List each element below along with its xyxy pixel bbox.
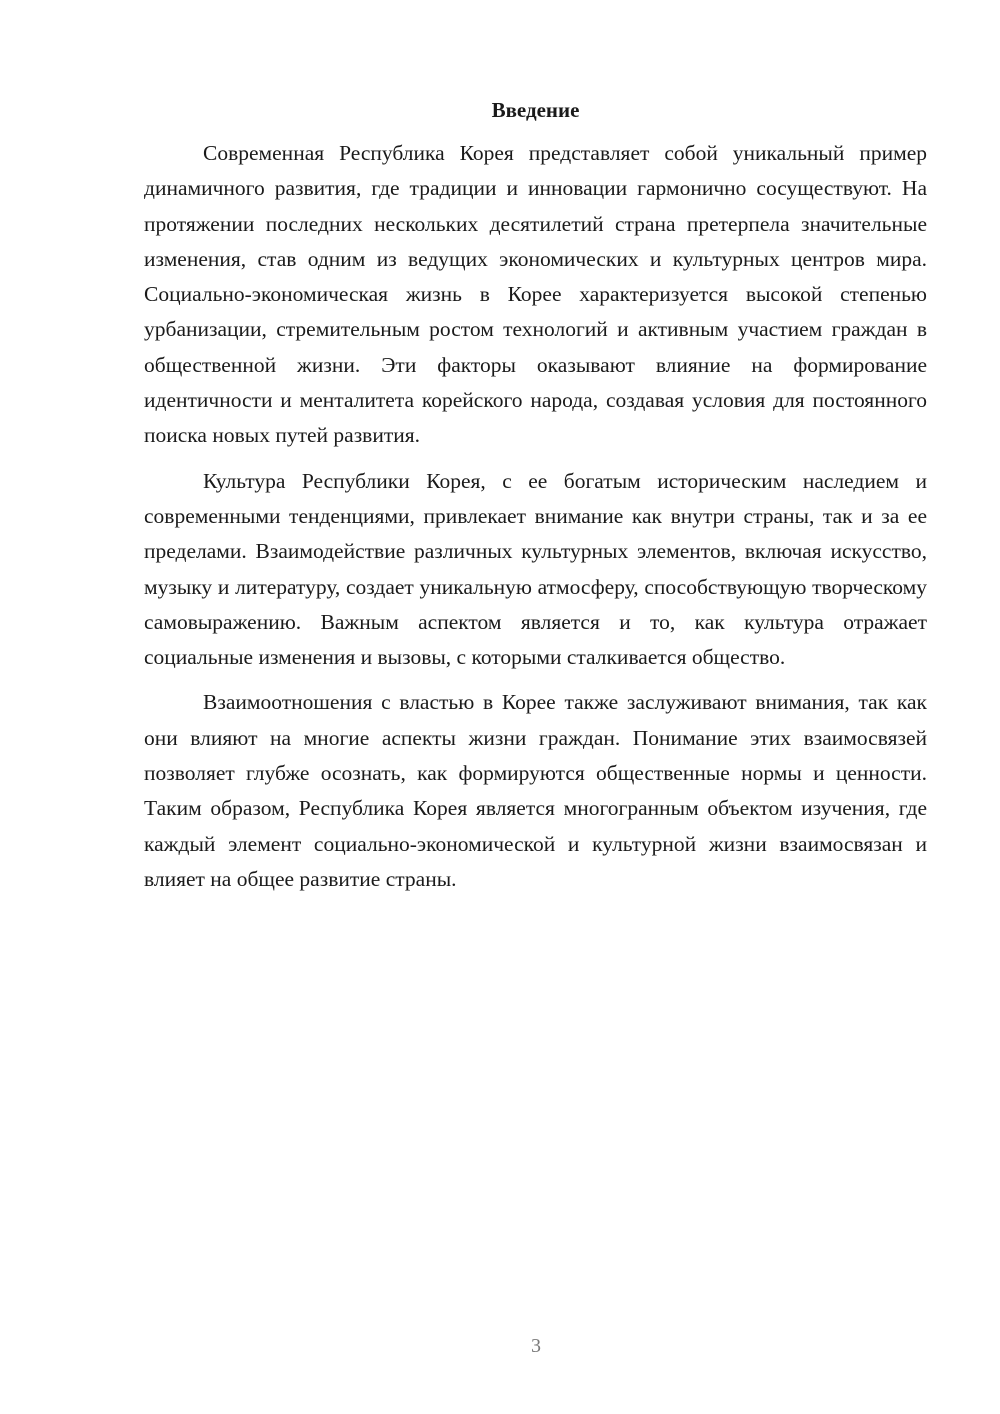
page-number: 3 [531, 1335, 541, 1357]
paragraph-2: Культура Республики Корея, с ее богатым историческим наследием и современными тенденциями, привлекает внимание как внутри страны, так и за ее пределами. Взаимодействие различных культурных элементов, включая искусство, музыку и литературу, создает уникальную атмосферу, способствующую творческому самовыражению. Важным аспектом является и то, как культура отражает социальные изменения и вызовы, с которыми сталкивается общество. [144, 468, 927, 670]
section-heading: Введение [491, 98, 580, 122]
paragraph-3: Взаимоотношения с властью в Корее также заслуживают внимания, так как они влияют на многие аспекты жизни граждан. Понимание этих взаимосвязей позволяет глубже осознать, как формируются общественные нормы и ценности. Таким образом, Республика Корея является многогранным объектом изучения, где каждый элемент социально-экономической и культурной жизни взаимосвязан и влияет на общее развитие страны. [144, 690, 927, 891]
page-content [144, 94, 927, 897]
paragraph-1: Современная Республика Корея представляет собой уникальный пример динамичного развития, где традиции и инновации гармонично сосуществуют. На протяжении последних нескольких десятилетий страна претерпела значительные изменения, став одним из ведущих экономических и культурных центров мира. Социально-экономическая жизнь в Корее характеризуется высокой степенью урбанизации, стремительным ростом технологий и активным участием граждан в общественной жизни. Эти факторы оказывают влияние на формирование идентичности и менталитета корейского народа, создавая условия для постоянного поиска новых путей развития. [144, 141, 927, 448]
